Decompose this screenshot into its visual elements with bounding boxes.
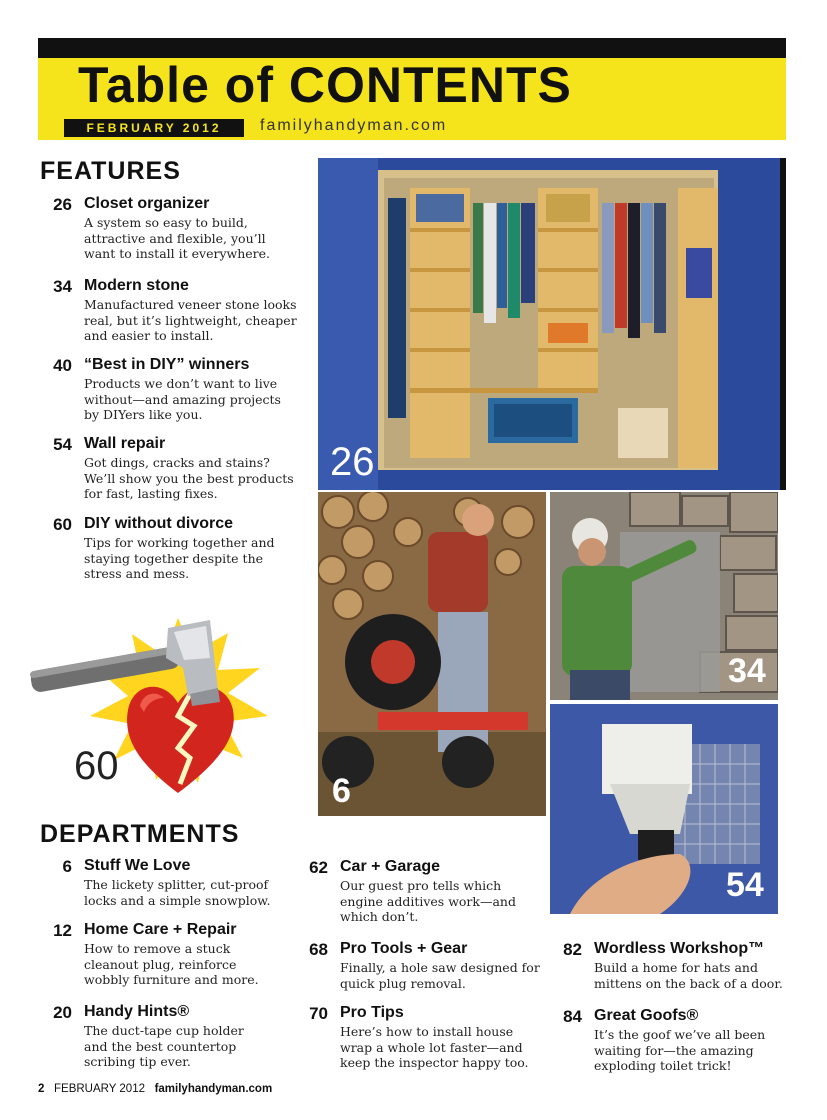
photo-page-label: 26 [330, 440, 375, 484]
footer-issue: FEBRUARY 2012 [54, 1083, 145, 1095]
page-number: 40 [53, 356, 72, 375]
page-number: 84 [563, 1007, 582, 1026]
entry-title: Wordless Workshop™ [594, 940, 765, 957]
entry-description: Our guest pro tells which engine additives work—and which don’t. [340, 878, 516, 924]
entry-description: Build a home for hats and mittens on the back of a door. [594, 960, 783, 991]
page-number: 82 [563, 940, 582, 959]
photo-page-label: 34 [728, 652, 766, 690]
page-number: 70 [309, 1004, 328, 1023]
photo-page-label: 6 [332, 772, 351, 810]
closet-organizer-photo [318, 158, 786, 490]
photo-page-label: 60 [74, 744, 119, 788]
entry-description: A system so easy to build, attractive and flexible, you’ll want to install it everywhere. [84, 215, 271, 261]
entry-title: Wall repair [84, 435, 166, 452]
entry-title: DIY without divorce [84, 515, 234, 532]
entry-title: Home Care + Repair [84, 921, 237, 938]
page-number: 26 [53, 195, 72, 214]
page-number: 68 [309, 940, 328, 959]
entry-title: Closet organizer [84, 195, 210, 212]
entry-title: Stuff We Love [84, 857, 191, 874]
entry-title: Great Goofs® [594, 1007, 699, 1024]
entry-title: Handy Hints® [84, 1003, 190, 1020]
entry-title: Modern stone [84, 277, 189, 294]
entry-description: Products we don’t want to live without—and amazing projects by DIYers like you. [84, 376, 281, 422]
page-number: 6 [62, 857, 72, 876]
page-number: 60 [53, 515, 72, 534]
page-number: 12 [53, 921, 72, 940]
header-top-bar [38, 38, 786, 58]
entry-title: “Best in DIY” winners [84, 356, 250, 373]
log-splitter-photo [318, 492, 546, 816]
page-title: Table of CONTENTS [78, 57, 572, 113]
entry-description: It’s the goof we’ve all been waiting for—the amazing exploding toilet trick! [594, 1027, 766, 1073]
page-number: 20 [53, 1003, 72, 1022]
broken-heart-hammer-illustration [28, 598, 288, 806]
page-number: 62 [309, 858, 328, 877]
entry-title: Car + Garage [340, 858, 441, 875]
page-number: 34 [53, 277, 72, 296]
entry-description: Manufactured veneer stone looks real, but it’s lightweight, cheaper and easier to install. [84, 297, 297, 343]
stone-veneer-photo [550, 492, 778, 700]
site-url: familyhandyman.com [260, 117, 448, 134]
footer-page-number: 2 [38, 1083, 45, 1095]
closet-scene [318, 158, 780, 490]
entry-title: Pro Tools + Gear [340, 940, 468, 957]
entry-description: The duct-tape cup holder and the best countertop scribing tip ever. [84, 1023, 244, 1069]
issue-date-badge: FEBRUARY 2012 [64, 119, 244, 137]
entry-description: Here’s how to install house wrap a whole lot faster—and keep the inspector happy too. [340, 1024, 529, 1070]
entry-description: Tips for working together and staying together despite the stress and mess. [84, 535, 275, 581]
departments-heading: DEPARTMENTS [40, 820, 240, 848]
entry-description: Finally, a hole saw designed for quick plug removal. [340, 960, 540, 991]
page-footer [38, 1083, 272, 1095]
entry-description: Got dings, cracks and stains? We’ll show you the best products for fast, lasting fixes. [84, 455, 294, 501]
footer-site: familyhandyman.com [154, 1083, 273, 1095]
page-number: 54 [53, 435, 72, 454]
splitter-scene [318, 492, 546, 816]
photo-page-label: 54 [726, 866, 764, 904]
entry-description: The lickety splitter, cut-proof locks and a simple snowplow. [84, 877, 271, 908]
features-heading: FEATURES [40, 157, 181, 185]
entry-title: Pro Tips [340, 1004, 404, 1021]
wall-repair-photo [550, 704, 778, 914]
entry-description: How to remove a stuck cleanout plug, reinforce wobbly furniture and more. [84, 941, 259, 987]
